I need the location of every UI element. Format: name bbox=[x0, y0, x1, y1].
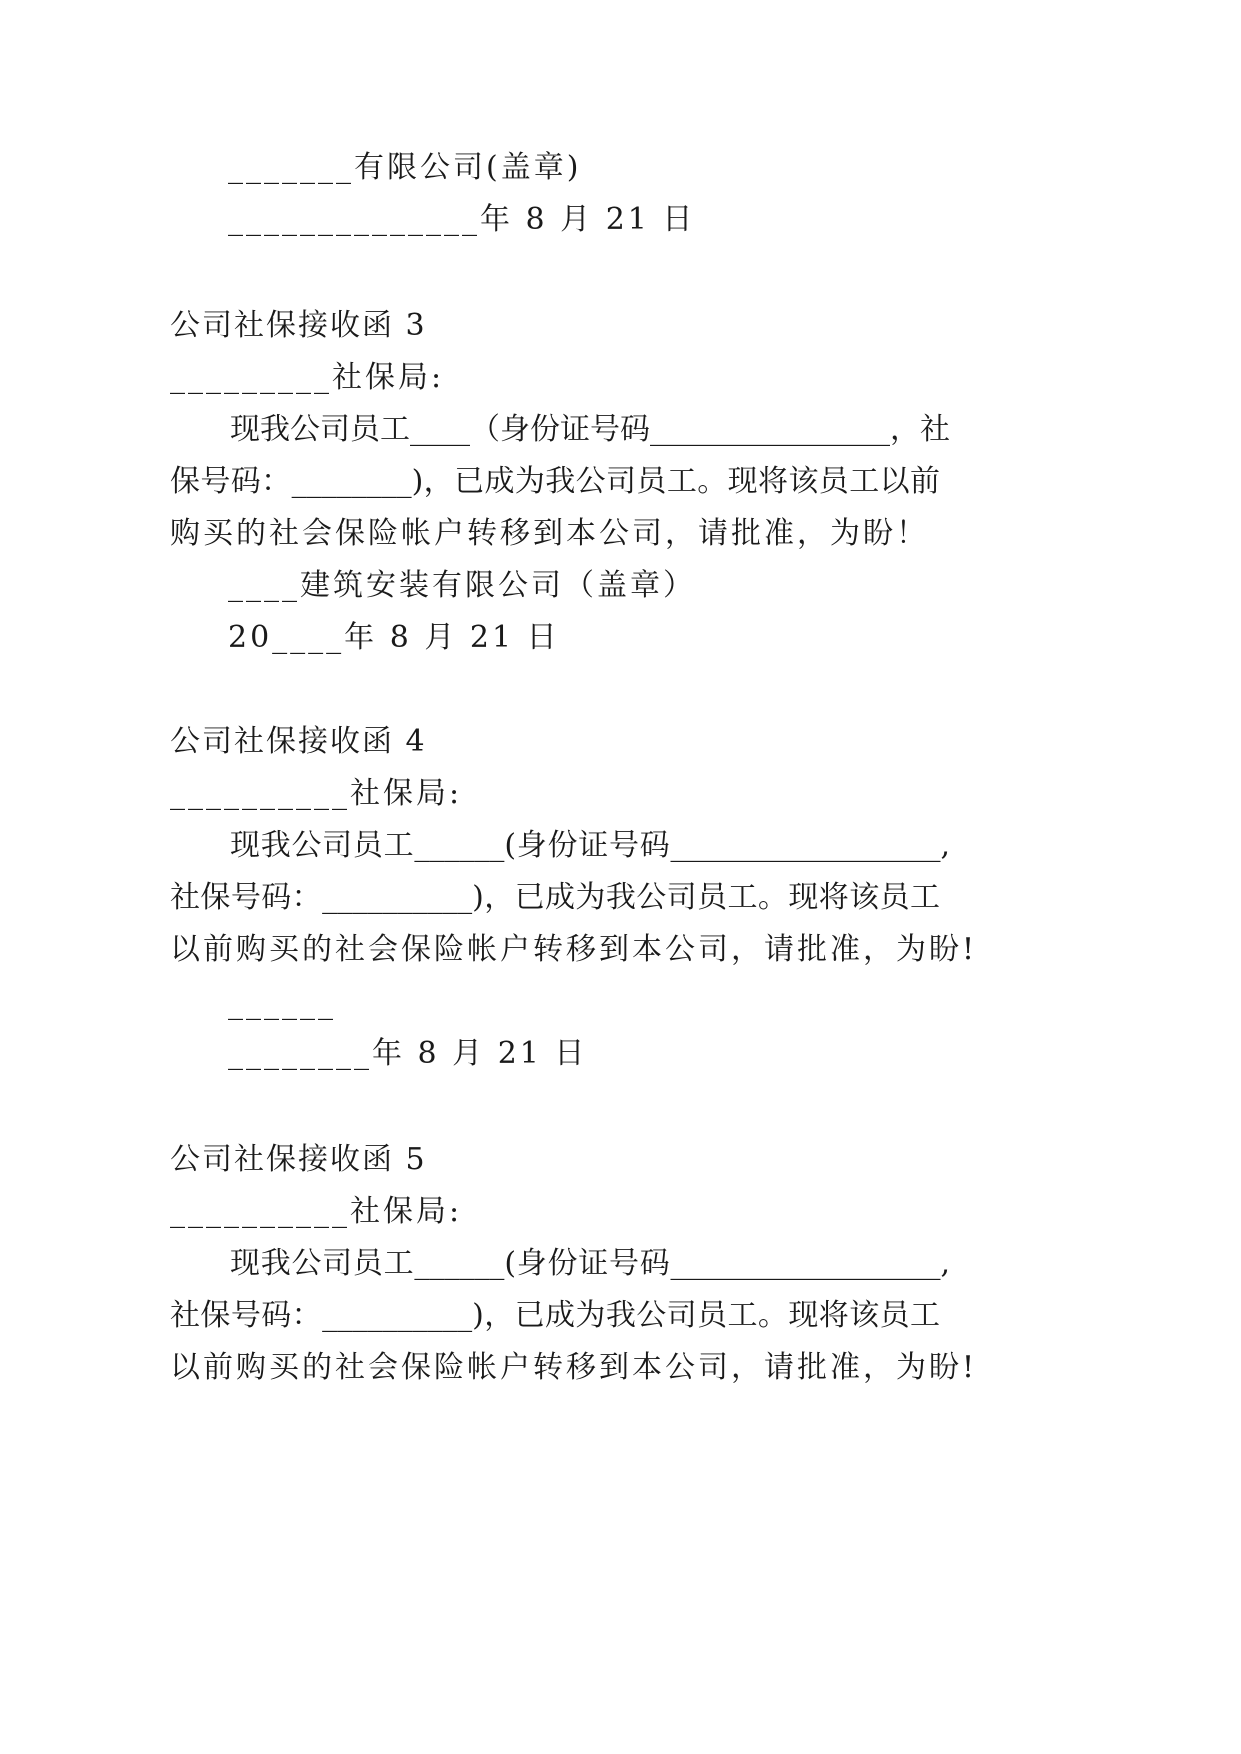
letter-4-seal: ______ bbox=[228, 986, 336, 1021]
letter-5-body-line-1: 现我公司员工______(身份证号码__________________, bbox=[230, 1246, 950, 1281]
letter-3-seal: ____建筑安装有限公司（盖章） bbox=[228, 568, 696, 603]
letter-4-date: ________年 8 月 21 日 bbox=[228, 1036, 588, 1071]
letter-4-body-line-1: 现我公司员工______(身份证号码__________________, bbox=[230, 828, 950, 863]
seal-line: _______有限公司(盖章) bbox=[228, 150, 582, 185]
letter-5-body-line-2: 社保号码：__________)，已成为我公司员工。现将该员工 bbox=[170, 1298, 940, 1333]
letter-4-addressee: __________社保局: bbox=[170, 776, 463, 811]
letter-4-body-line-3: 以前购买的社会保险帐户转移到本公司，请批准，为盼! bbox=[170, 932, 978, 967]
letter-3-body-line-2: 保号码：________)，已成为我公司员工。现将该员工以前 bbox=[170, 464, 940, 499]
date-line: ______________年 8 月 21 日 bbox=[228, 202, 696, 237]
letter-5-title: 公司社保接收函 5 bbox=[170, 1142, 427, 1177]
letter-3-body-line-3: 购买的社会保险帐户转移到本公司，请批准，为盼！ bbox=[170, 516, 929, 551]
letter-4-title: 公司社保接收函 4 bbox=[170, 724, 427, 759]
letter-3-title: 公司社保接收函 3 bbox=[170, 308, 427, 343]
letter-3-addressee: _________社保局: bbox=[170, 360, 445, 395]
letter-3-body-line-1: 现我公司员工____（身份证号码________________，社 bbox=[230, 412, 950, 447]
letter-4-body-line-2: 社保号码：__________)，已成为我公司员工。现将该员工 bbox=[170, 880, 940, 915]
letter-5-addressee: __________社保局: bbox=[170, 1194, 463, 1229]
letter-5-body-line-3: 以前购买的社会保险帐户转移到本公司，请批准，为盼! bbox=[170, 1350, 978, 1385]
letter-3-date: 20____年 8 月 21 日 bbox=[228, 620, 560, 655]
